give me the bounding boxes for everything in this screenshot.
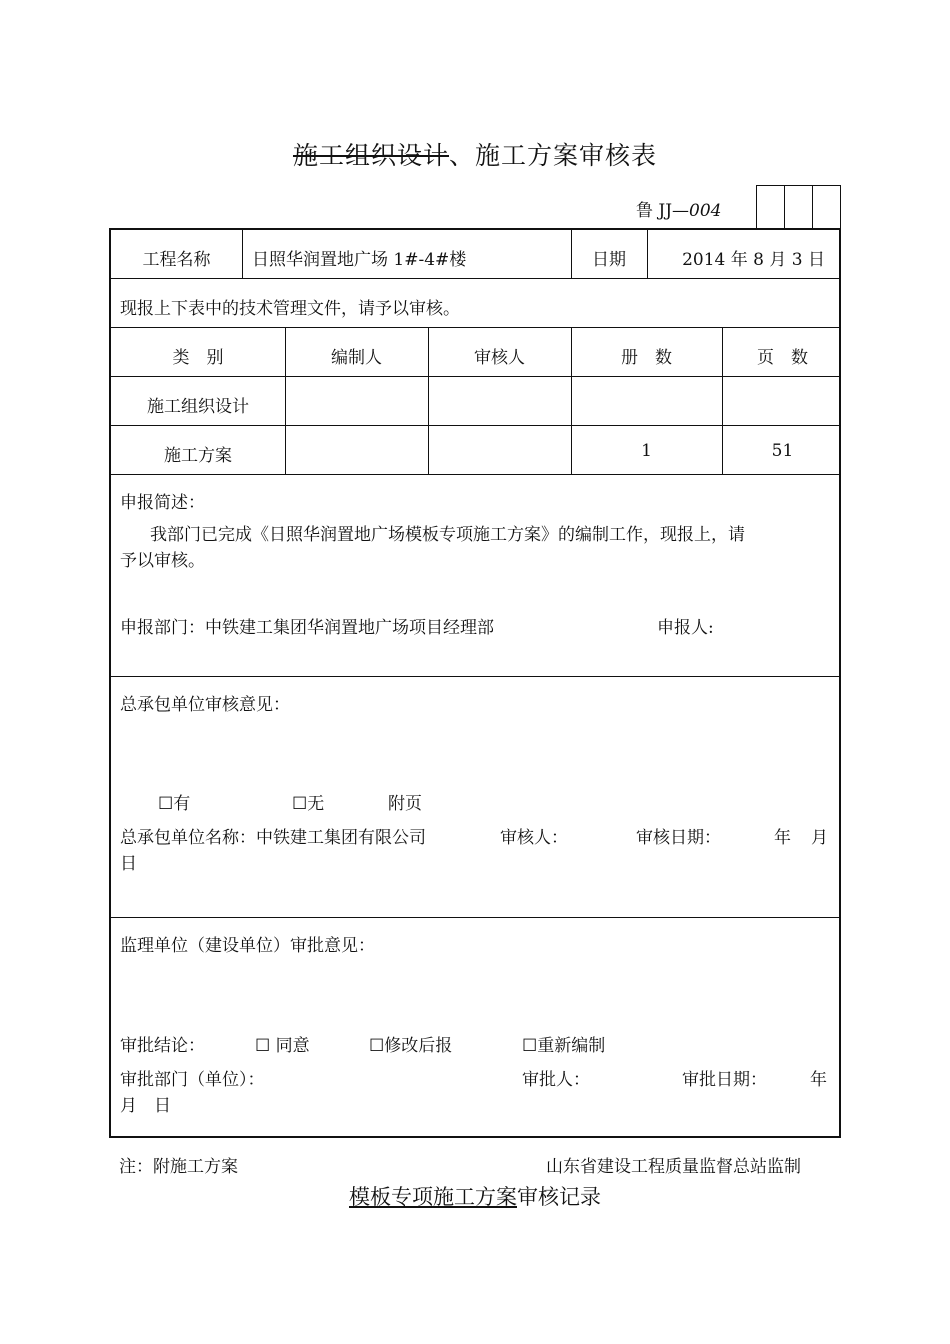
title-struck-part: 施工组织设计	[292, 141, 449, 170]
contractor-year: 年	[774, 828, 791, 848]
code-box	[784, 185, 812, 229]
title-rest: 、施工方案审核表	[449, 141, 658, 170]
review-form-table	[109, 228, 841, 1138]
footer-rest: 审核记录	[517, 1185, 601, 1209]
form-code	[636, 196, 722, 221]
note-right: 山东省建设工程质量监督总站监制	[546, 1157, 801, 1177]
approval-dept: 审批部门（单位）：	[120, 1070, 265, 1090]
approval-year: 年	[810, 1070, 827, 1090]
attachment-label: 附页	[388, 794, 422, 814]
footer-title	[0, 1181, 950, 1211]
date-value: 2014 年 8 月 3 日	[682, 250, 825, 270]
code-box	[812, 185, 841, 229]
project-name-value: 日照华润置地广场 1#-4#楼	[252, 250, 467, 270]
approval-conclusion-label: 审批结论：	[120, 1036, 205, 1056]
intro-text: 现报上下表中的技术管理文件，请予以审核。	[120, 299, 460, 319]
approval-month-day: 月 日	[120, 1096, 171, 1116]
submission-label: 申报简述：	[120, 493, 205, 513]
row-category: 施工方案	[164, 446, 232, 466]
row-category: 施工组织设计	[147, 397, 249, 417]
contractor-review-date: 审核日期：	[636, 828, 721, 848]
submission-reporter: 申报人:	[657, 618, 714, 638]
header-category: 类 别	[172, 348, 224, 368]
contractor-day: 日	[120, 854, 137, 874]
submission-text: 我部门已完成《日照华润置地广场模板专项施工方案》的编制工作，现报上，请	[150, 525, 745, 545]
project-name-label: 工程名称	[142, 250, 211, 270]
contractor-reviewer: 审核人：	[500, 828, 568, 848]
option-modify-checkbox[interactable]: ☐修改后报	[369, 1036, 453, 1056]
option-agree-checkbox[interactable]: ☐ 同意	[255, 1036, 310, 1056]
supervisor-approval-label: 监理单位（建设单位）审批意见：	[120, 936, 375, 956]
code-box	[756, 185, 784, 229]
header-compiler: 编制人	[331, 348, 382, 368]
approval-date: 审批日期：	[682, 1070, 767, 1090]
header-volumes: 册 数	[621, 348, 672, 368]
footer-underlined: 模板专项施工方案	[349, 1185, 517, 1209]
submission-text-cont: 予以审核。	[120, 551, 205, 571]
code-boxes	[756, 185, 841, 229]
header-reviewer: 审核人	[474, 348, 525, 368]
option-redo-checkbox[interactable]: ☐重新编制	[522, 1036, 606, 1056]
option-no-checkbox[interactable]: ☐无	[292, 794, 325, 814]
contractor-month: 月	[811, 828, 828, 848]
date-label: 日期	[592, 250, 626, 270]
approver: 审批人：	[522, 1070, 590, 1090]
page-title	[0, 136, 950, 172]
option-yes-checkbox[interactable]: ☐有	[158, 794, 191, 814]
header-pages: 页 数	[757, 348, 808, 368]
row-volumes: 1	[641, 441, 652, 461]
contractor-unit-name: 总承包单位名称：中铁建工集团有限公司	[120, 828, 426, 848]
form-code-number: 004	[689, 201, 722, 221]
contractor-review-label: 总承包单位审核意见：	[120, 695, 290, 715]
submission-dept: 申报部门：中铁建工集团华润置地广场项目经理部	[120, 618, 494, 638]
form-code-prefix: 鲁 JJ—	[636, 201, 690, 221]
row-pages: 51	[771, 441, 794, 461]
note-left: 注：附施工方案	[119, 1157, 238, 1177]
